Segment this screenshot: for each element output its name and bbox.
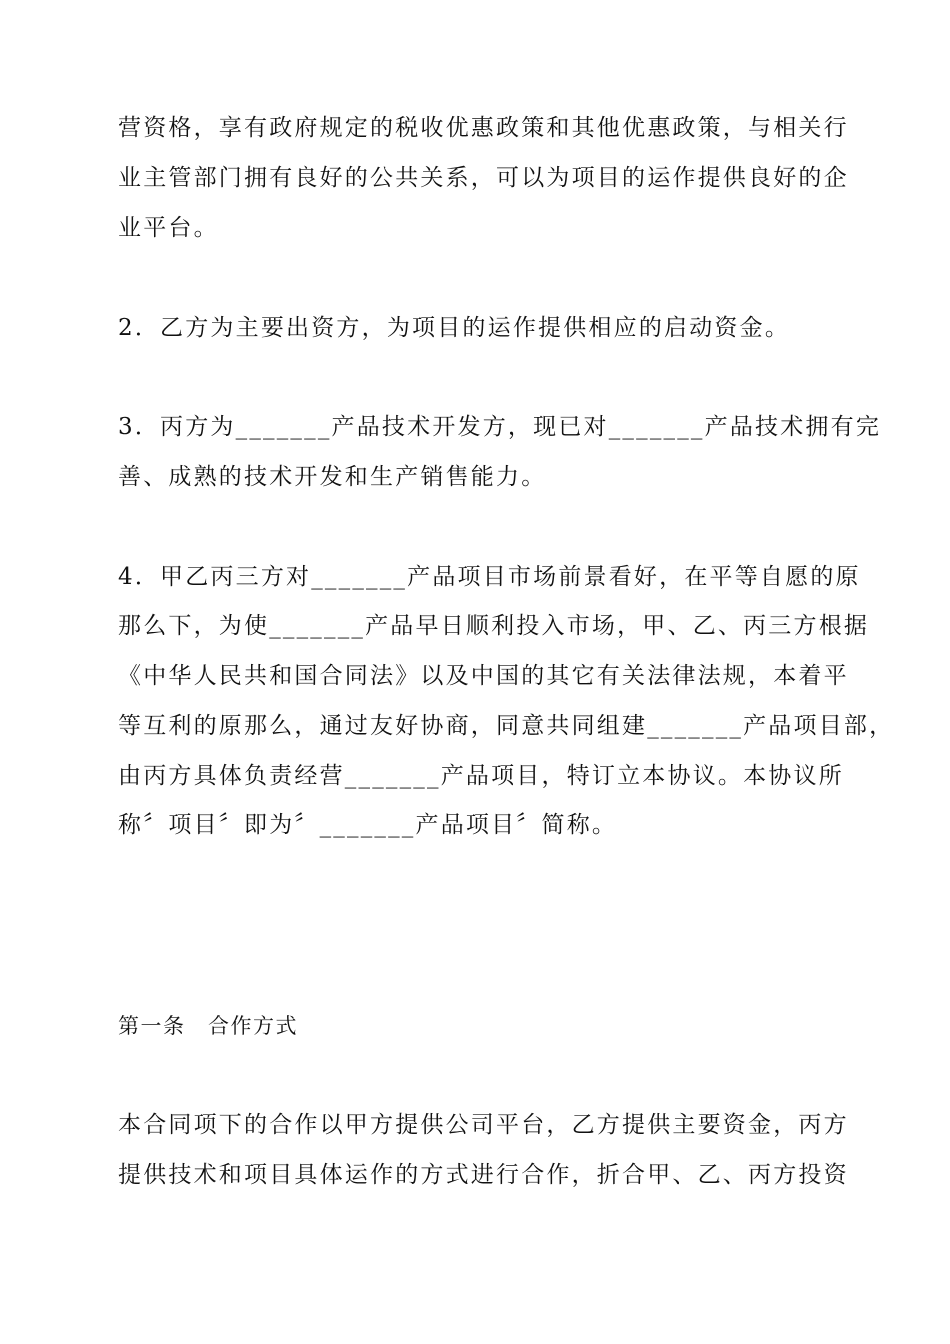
- paragraph-1-line-1: 营资格，享有政府规定的税收优惠政策和其他优惠政策，与相关行: [118, 115, 849, 141]
- paragraph-1-line-3: 业平台。: [118, 215, 219, 241]
- paragraph-2-line-1: 2．乙方为主要出资方，为项目的运作提供相应的启动资金。: [118, 315, 791, 341]
- article-1-line-1: 本合同项下的合作以甲方提供公司平台，乙方提供主要资金，丙方: [118, 1112, 849, 1138]
- paragraph-4-line-1: 4．甲乙丙三方对_______产品项目市场前景看好，在平等自愿的原: [118, 564, 861, 590]
- paragraph-1-line-2: 业主管部门拥有良好的公共关系，可以为项目的运作提供良好的企: [118, 165, 849, 191]
- paragraph-4-line-2: 那么下，为使_______产品早日顺利投入市场，甲、乙、丙三方根据: [118, 613, 870, 639]
- paragraph-3-line-1: 3．丙方为_______产品技术开发方，现已对_______产品技术拥有完: [118, 414, 882, 440]
- paragraph-4-line-4: 等互利的原那么，通过友好协商，同意共同组建_______产品项目部，: [118, 713, 895, 739]
- article-1-heading: 第一条 合作方式: [118, 1014, 298, 1038]
- paragraph-4-line-3: 《中华人民共和国合同法》以及中国的其它有关法律法规，本着平: [118, 663, 849, 689]
- article-1-line-2: 提供技术和项目具体运作的方式进行合作，折合甲、乙、丙方投资: [118, 1162, 849, 1188]
- paragraph-3-line-2: 善、成熟的技术开发和生产销售能力。: [118, 464, 547, 490]
- paragraph-4-line-6: 称〞项目〞即为〞_______产品项目〞简称。: [118, 812, 618, 838]
- paragraph-4-line-5: 由丙方具体负责经营_______产品项目，特订立本协议。本协议所: [118, 763, 844, 789]
